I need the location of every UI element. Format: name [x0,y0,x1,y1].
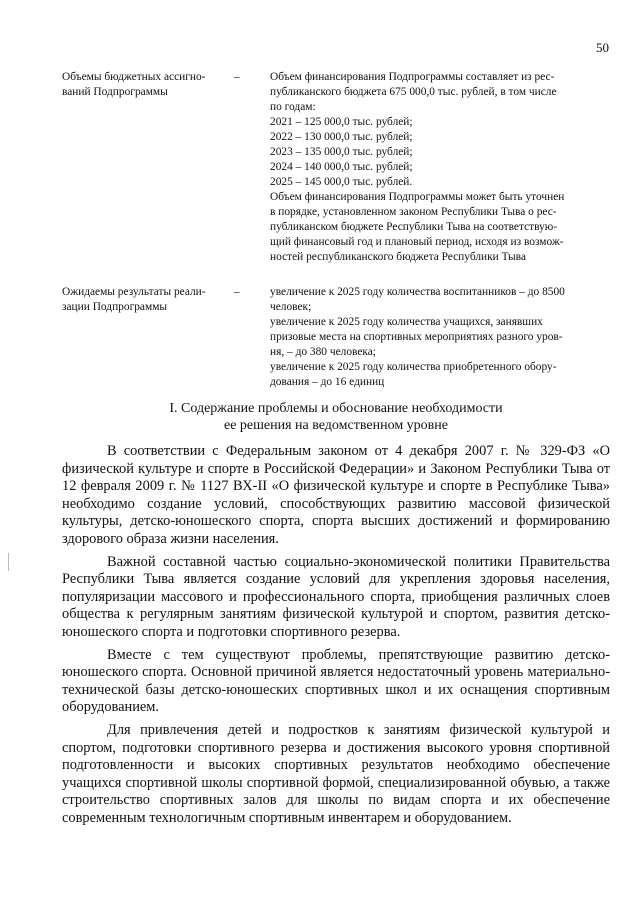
value-line: Объем финансирования Подпрограммы может быть уточнен [270,191,565,203]
paragraph: Для привлечения детей и подростков к занятиям физической культурой и спортом, подготовки спортивного резерва и достижения высокого уровня спортивной подготовленности и высоких спортивных результатов необходимо обеспечение учащихся спортивной школы спортивной формой, специализированной обувью, а также строительство спортивных залов для школы по видам спорта и их обеспечение современным технологичным спортивным инвентарем и оборудованием. [62,721,610,826]
passport-row-label [62,70,234,265]
paragraph: Вместе с тем существуют проблемы, препятствующие развитию детско-юношеского спорта. Основной причиной является недостаточный уровень материально-технической базы детско-юношеских спортивных школ и их оснащения спортивным оборудованием. [62,646,610,716]
value-line: 2021 – 125 000,0 тыс. рублей; [270,116,413,128]
value-line: ностей республиканского бюджета Республики Тыва [270,251,526,263]
value-line: увеличение к 2025 году количества учащихся, занявших [270,316,543,328]
scan-margin-mark [8,553,9,571]
paragraph: Важной составной частью социально-экономической политики Правительства Республики Тыва является создание условий для укрепления здоровья населения, популяризации массового и профессионального спорта, приобщения различных слоев общества к регулярным занятиям физической культурой и спортом, развития детско-юношеского спорта и подготовки спортивного резерва. [62,553,610,640]
paragraph: В соответствии с Федеральным законом от 4 декабря 2007 г. № 329-ФЗ «О физической культуре и спорте в Российской Федерации» и Законом Республики Тыва от 12 февраля 2009 г. № 1127 ВХ-II «О физической культуре и спорте в Республике Тыва» необходимо создание условий, способствующих развитию массовой физической культуры, детско-юношеского спорта, спорта высших достижений и формированию здорового образа жизни населения. [62,443,610,547]
value-line: призовые места на спортивных мероприятиях разного уров- [270,331,563,343]
label-line: Ожидаемы результаты реали- [62,286,206,298]
label-line: ваний Подпрограммы [62,86,168,98]
value-line: человек; [270,301,312,313]
value-line: в порядке, установленном законом Республики Тыва о рес- [270,206,557,218]
page-number: 50 [596,40,609,55]
value-line: по годам: [270,101,316,113]
section-title-line: I. Содержание проблемы и обоснование необходимости [169,401,503,416]
dash-separator: – [234,286,240,298]
section-title-line: ее решения на ведомственном уровне [223,418,448,433]
passport-row-label [62,285,234,390]
passport-row-value [270,70,610,265]
value-line: 2025 – 145 000,0 тыс. рублей. [270,176,413,188]
value-line: ня, – до 380 человека; [270,346,376,358]
subprogram-passport-table [62,70,610,390]
label-line: Объемы бюджетных ассигно- [62,71,206,83]
value-line: щий финансовый год и плановый период, исходя из возмож- [270,236,564,248]
value-line: увеличение к 2025 году количества приобретенного обору- [270,361,557,373]
value-line: Объем финансирования Подпрограммы составляет из рес- [270,71,555,83]
value-line: дования – до 16 единиц [270,376,385,388]
value-line: публиканского бюджета 675 000,0 тыс. рублей, в том числе [270,86,557,98]
label-line: зации Подпрограммы [62,301,168,313]
body-text [62,443,610,827]
value-line: публиканском бюджете Республики Тыва на соответствую- [270,221,558,233]
dash-separator: – [234,71,240,83]
value-line: увеличение к 2025 году количества воспитанников – до 8500 [270,286,565,298]
passport-row-value [270,285,610,390]
passport-row-results [62,285,610,390]
value-line: 2023 – 135 000,0 тыс. рублей; [270,146,413,158]
value-line: 2024 – 140 000,0 тыс. рублей; [270,161,413,173]
section-title [62,400,610,434]
passport-row-budget [62,70,610,265]
value-line: 2022 – 130 000,0 тыс. рублей; [270,131,413,143]
